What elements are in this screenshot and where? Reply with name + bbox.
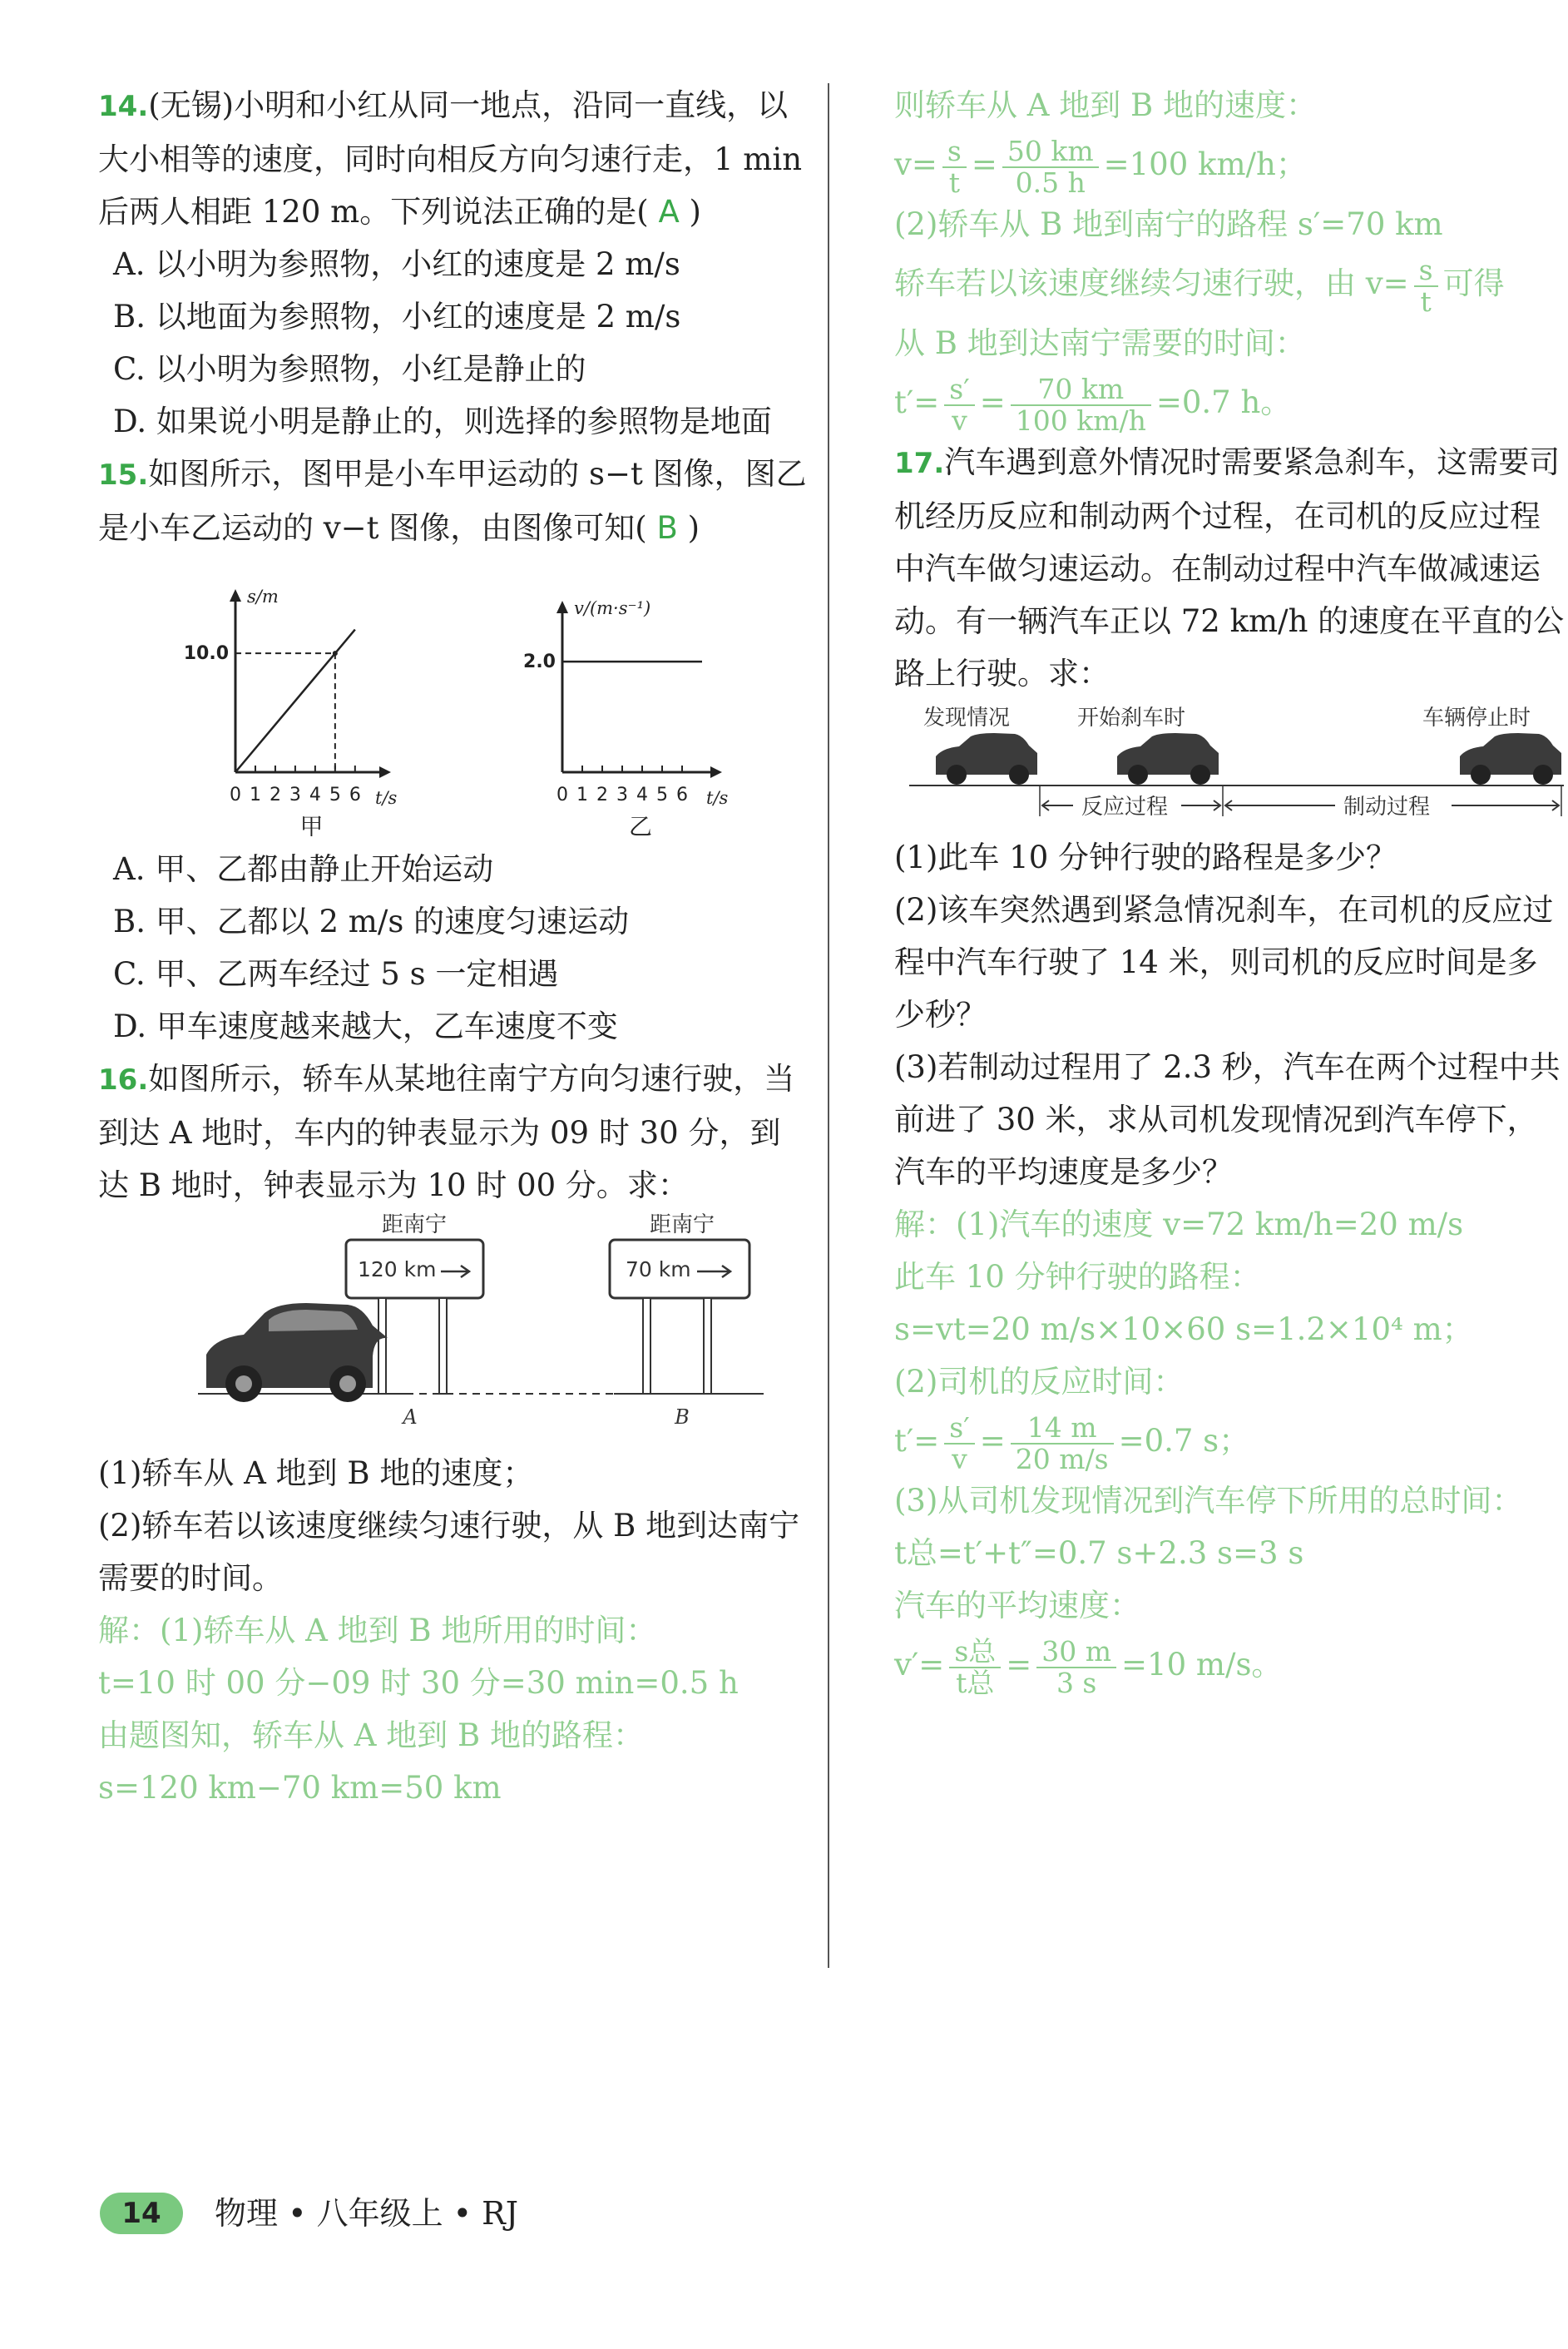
sign-a-title: 距南宁: [381, 1213, 448, 1237]
q17-solution-line: s=vt=20 m/s×10×60 s=1.2×10⁴ m；: [894, 1311, 1473, 1347]
x-axis-arrow-icon: [379, 766, 391, 778]
formula-lhs: v′=: [894, 1647, 945, 1682]
y-axis-arrow-icon: [230, 589, 241, 602]
question-16: [98, 1053, 809, 1212]
q16-solution-line: 解：(1)轿车从 A 地到 B 地所用的时间：: [98, 1613, 657, 1648]
motion-graphs-figure: [98, 558, 809, 836]
q16-sub2: (2)轿车若以该速度继续匀速行驶，从 B 地到达南宁需要的时间。: [98, 1508, 800, 1596]
question-14: [98, 79, 809, 238]
y-tick-label: 10.0: [183, 643, 229, 665]
q16-solution-continued: 则轿车从 A 地到 B 地的速度：: [894, 87, 1317, 123]
label-discover: 发现情况: [923, 706, 1011, 731]
formula-average-speed: v′= $\frac{\text{s总}}{\text{t总}}$ = $\frac{30 m}{3 s}$ =10 m/s。: [894, 1634, 1283, 1699]
braking-process-figure: [894, 700, 1568, 825]
chart-title: 乙: [628, 813, 653, 836]
x-tick-label: 0: [556, 785, 568, 805]
question-stem: (无锡)小明和小红从同一地点，沿同一直线，以大小相等的速度，同时向相反方向匀速行走，1 min后两人相距 120 m。下列说法正确的是(: [98, 87, 803, 230]
x-tick-label: 6: [349, 785, 361, 805]
question-stem: 如图所示，轿车从某地往南宁方向匀速行驶，当到达 A 地时，车内的钟表显示为 09 时 30 分，到达 B 地时，钟表显示为 10 时 00 分。求：: [98, 1061, 795, 1203]
close-paren: ): [687, 510, 700, 546]
frac-den: 3 s: [1056, 1666, 1097, 1699]
question-stem: 汽车遇到意外情况时需要紧急刹车，这需要司机经历反应和制动两个过程，在司机的反应过程中汽车做匀速运动。在制动过程中汽车做减速运动。有一辆汽车正以 72 km/h 的速度在平直的公路上行驶。求：: [894, 444, 1565, 691]
x-axis-label: t/s: [706, 788, 729, 808]
formula-lhs: t′=: [894, 1423, 940, 1459]
q17-sub2: (2)该车突然遇到紧急情况刹车，在司机的反应过程中汽车行驶了 14 米，则司机的反应时间是多少秒？: [894, 892, 1554, 1033]
label-reaction: 反应过程: [1081, 795, 1169, 820]
question-number: 16.: [98, 1063, 149, 1097]
x-tick-label: 4: [636, 785, 648, 805]
frac-num: 50 km: [1002, 136, 1099, 168]
frac-den: t总: [956, 1666, 995, 1699]
x-tick-label: 0: [230, 785, 241, 805]
arrow-right-icon: [1181, 800, 1220, 810]
question-number: 15.: [98, 458, 149, 492]
q17-sub3: (3)若制动过程用了 2.3 秒，汽车在两个过程中共前进了 30 米，求从司机发现情况到汽车停下，汽车的平均速度是多少？: [894, 1049, 1561, 1190]
x-tick-label: 6: [676, 785, 688, 805]
frac-num: 30 m: [1036, 1637, 1116, 1668]
option-c: C. 以小明为参照物，小红是静止的: [113, 351, 586, 387]
frac-num: s′: [944, 1413, 974, 1445]
y-axis-label: s/m: [247, 587, 279, 607]
q17-solution-line: 此车 10 分钟行驶的路程：: [894, 1259, 1261, 1295]
formula-rhs: =10 m/s。: [1121, 1647, 1283, 1682]
x-tick-label: 2: [596, 785, 608, 805]
frac-num: s总: [949, 1637, 1001, 1668]
option-b: B. 以地面为参照物，小红的速度是 2 m/s: [113, 299, 681, 335]
car-icon: [936, 733, 1037, 785]
frac-den: v: [952, 404, 967, 437]
sign-a-post: [378, 1298, 386, 1394]
st-graph: [184, 587, 398, 836]
point-b-label: B: [675, 1405, 690, 1429]
frac-num: 14 m: [1011, 1413, 1114, 1445]
q17-solution-line: (2)司机的反应时间：: [894, 1364, 1185, 1400]
x-tick-label: 2: [269, 785, 281, 805]
q16-solution-line: 由题图知，轿车从 A 地到 B 地的路程：: [98, 1717, 644, 1753]
q17-solution-line: (3)从司机发现情况到汽车停下所用的总时间：: [894, 1483, 1523, 1519]
sign-b-distance: 70 km: [626, 1257, 691, 1281]
formula-rhs: =0.7 s；: [1118, 1423, 1250, 1459]
question-stem: 如图所示，图甲是小车甲运动的 s−t 图像，图乙是小车乙运动的 v−t 图像，由图像可知(: [98, 456, 807, 546]
text: 可得: [1442, 265, 1505, 301]
sign-a-post: [439, 1298, 447, 1394]
sign-b-post: [643, 1298, 650, 1394]
frac-num: s′: [944, 374, 974, 406]
frac-den: v: [952, 1442, 967, 1475]
option-a: A. 以小明为参照物，小红的速度是 2 m/s: [113, 246, 680, 282]
car-icon: [1117, 733, 1219, 785]
label-brake-start: 开始刹车时: [1077, 706, 1186, 731]
frac-den: t: [948, 166, 960, 199]
frac-den: 20 m/s: [1015, 1442, 1109, 1475]
sign-a-distance: 120 km: [358, 1257, 437, 1281]
sign-b-post: [704, 1298, 711, 1394]
formula-lhs: v=: [894, 146, 937, 182]
option-b: B. 甲、乙都以 2 m/s 的速度匀速运动: [113, 904, 630, 939]
x-tick-label: 5: [656, 785, 668, 805]
close-paren: ): [689, 194, 701, 230]
x-tick-label: 3: [616, 785, 628, 805]
question-number: 17.: [894, 447, 945, 480]
question-number: 14.: [98, 90, 149, 123]
y-axis-label: v/(m·s⁻¹): [574, 598, 651, 618]
q17-solution-line: 解：(1)汽车的速度 v=72 km/h=20 m/s: [894, 1207, 1464, 1242]
frac-num: s: [942, 136, 967, 168]
formula-rhs: =0.7 h。: [1155, 384, 1292, 420]
arrow-right-icon: [1452, 800, 1559, 810]
q16-sub1: (1)轿车从 A 地到 B 地的速度；: [98, 1455, 534, 1491]
x-axis-label: t/s: [375, 788, 398, 808]
q17-solution-line: 汽车的平均速度：: [894, 1588, 1140, 1623]
answer: A: [658, 194, 680, 230]
frac-den: t: [1420, 285, 1432, 318]
y-axis-arrow-icon: [556, 601, 568, 613]
frac-den: 0.5 h: [1015, 166, 1086, 199]
label-stopped: 车辆停止时: [1422, 706, 1531, 731]
arrow-left-icon: [1225, 800, 1335, 810]
frac-num: 70 km: [1011, 374, 1151, 406]
q17-solution-line: t总=t′+t″=0.7 s+2.3 s=3 s: [894, 1535, 1304, 1571]
formula-lhs: t′=: [894, 384, 940, 420]
option-d: D. 如果说小明是静止的，则选择的参照物是地面: [113, 404, 772, 439]
q17-sub1: (1)此车 10 分钟行驶的路程是多少？: [894, 840, 1397, 875]
book-title: 物理 • 八年级上 • RJ: [215, 2195, 518, 2232]
question-15: [98, 448, 809, 554]
x-axis-arrow-icon: [710, 766, 722, 778]
q16-solution-line: t=10 时 00 分−09 时 30 分=30 min=0.5 h: [98, 1665, 739, 1701]
option-c: C. 甲、乙两车经过 5 s 一定相遇: [113, 956, 559, 992]
text: 轿车若以该速度继续匀速行驶，由 v=: [894, 265, 1409, 301]
label-braking: 制动过程: [1343, 795, 1431, 820]
road-signs-figure: [98, 1213, 809, 1442]
formula-speed: v= $\frac{s}{t}$ = $\frac{50 km}{0.5 h}$ =100 km/h；: [894, 134, 1307, 199]
option-d: D. 甲车速度越来越大，乙车速度不变: [113, 1008, 618, 1044]
x-tick-label: 1: [249, 785, 261, 805]
option-a: A. 甲、乙都由静止开始运动: [113, 851, 494, 887]
formula-reaction-time: t′= $\frac{s'}{v}$ = $\frac{14 m}{20 m/s}$ =0.7 s；: [894, 1410, 1250, 1475]
x-tick-label: 5: [329, 785, 341, 805]
data-point: [333, 651, 338, 656]
point-a-label: A: [403, 1405, 418, 1429]
vt-graph: [523, 598, 728, 836]
y-tick-label: 2.0: [523, 652, 556, 673]
answer: B: [656, 510, 678, 546]
frac-den: 100 km/h: [1015, 404, 1146, 437]
q16-solution-line: s=120 km−70 km=50 km: [98, 1770, 502, 1806]
page-number: 14: [100, 2193, 183, 2234]
x-tick-label: 3: [289, 785, 301, 805]
data-line: [235, 630, 355, 772]
car-icon: [1460, 733, 1561, 785]
frac-num: s: [1414, 255, 1438, 287]
x-tick-label: 1: [576, 785, 588, 805]
formula-rhs: =100 km/h；: [1103, 146, 1307, 182]
right-column: [894, 79, 1568, 1698]
formula-time: t′= $\frac{s'}{v}$ = $\frac{70 km}{100 km/h}$ =0.7 h。: [894, 372, 1292, 437]
chart-title: 甲: [299, 813, 324, 836]
column-divider: [828, 83, 829, 1968]
q16-solution-continued: (2)轿车从 B 地到南宁的路程 s′=70 km: [894, 206, 1443, 242]
question-17: [894, 436, 1568, 700]
car-icon: [206, 1303, 388, 1402]
left-column: [98, 79, 809, 1814]
q16-solution-continued: 从 B 地到达南宁需要的时间：: [894, 325, 1306, 361]
arrow-left-icon: [1042, 800, 1073, 810]
sign-b-title: 距南宁: [649, 1213, 715, 1237]
x-tick-label: 4: [309, 785, 321, 805]
q16-solution-continued: [894, 250, 1568, 317]
